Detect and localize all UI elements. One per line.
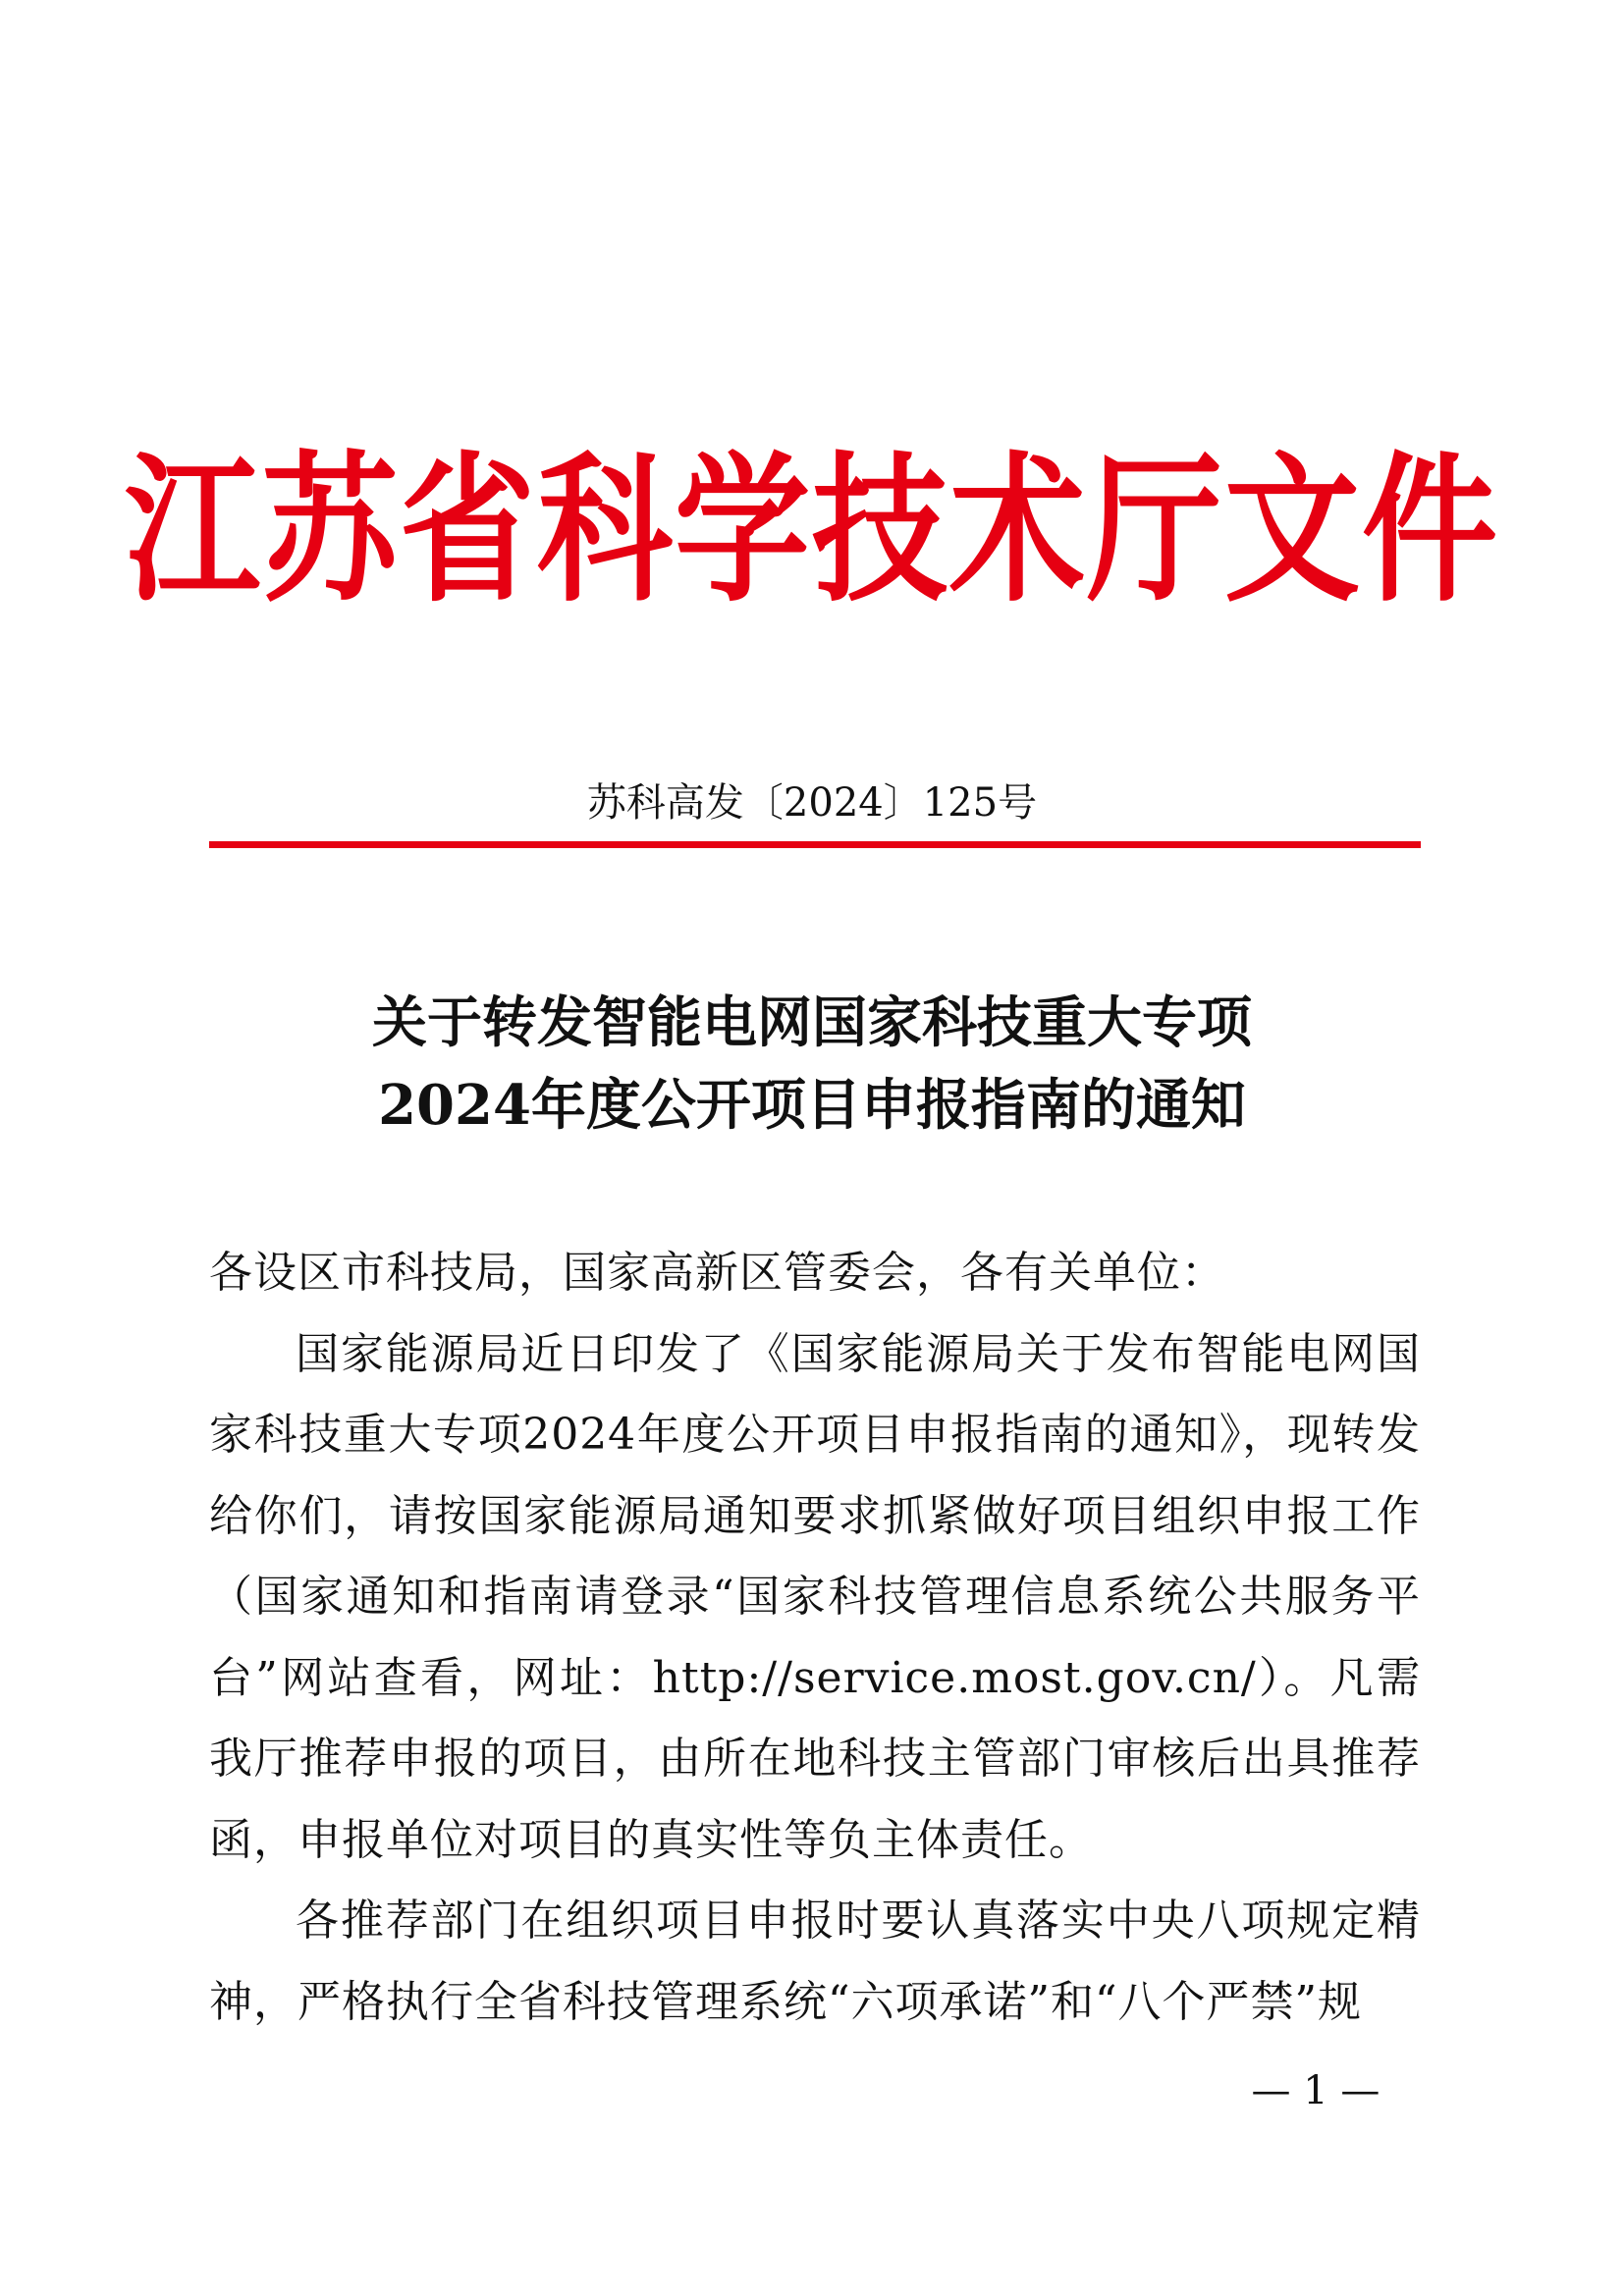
page-number: — 1 —: [1251, 2068, 1380, 2113]
red-divider-line: [209, 841, 1421, 848]
agency-header-title: 江苏省科学技术厅文件: [124, 435, 1499, 624]
notice-title-line-2: 2024年度公开项目申报指南的通知: [378, 1073, 1246, 1138]
document-number: 苏科高发〔2024〕125号: [586, 780, 1038, 826]
body-paragraph-1: 国家能源局近日印发了《国家能源局关于发布智能电网国家科技重大专项2024年度公开项目申报指南的通知》，现转发给你们，请按国家能源局通知要求抓紧做好项目组织申报工作（国家通知和指南请登录“国家科技管理信息系统公共服务平台”网站查看，网址：http://service.most.gov.cn/）。凡需我厅推荐申报的项目，由所在地科技主管部门审核后出具推荐函，申报单位对项目的真实性等负主体责任。: [209, 1328, 1421, 1865]
notice-title-line-1: 关于转发智能电网国家科技重大专项: [372, 990, 1252, 1055]
notice-body: [209, 1233, 1421, 2043]
body-paragraph-2: 各推荐部门在组织项目申报时要认真落实中央八项规定精神，严格执行全省科技管理系统“六项承诺”和“八个严禁”规: [209, 1896, 1421, 2027]
salutation: 各设区市科技局，国家高新区管委会，各有关单位：: [209, 1248, 1225, 1298]
notice-title: [0, 982, 1624, 1147]
